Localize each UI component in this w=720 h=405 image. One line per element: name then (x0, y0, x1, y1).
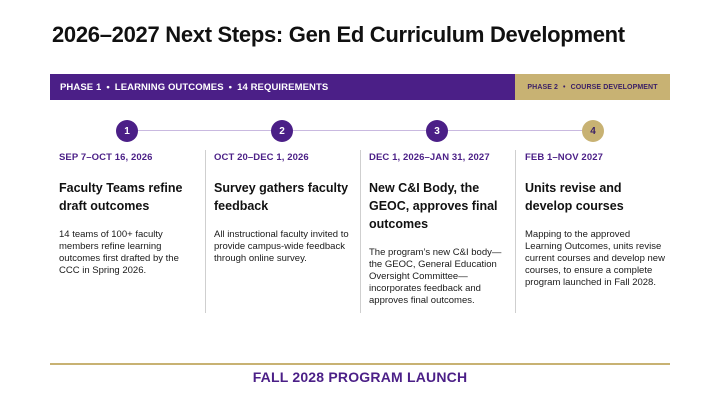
page-title: 2026–2027 Next Steps: Gen Ed Curriculum Development (52, 22, 625, 47)
step-4-marker: 4 (582, 120, 604, 142)
step-1-date: SEP 7–OCT 16, 2026 (59, 152, 153, 163)
step-2-column (214, 152, 356, 265)
step-2-heading: Survey gathers faculty feedback (214, 181, 349, 213)
step-4-date: FEB 1–NOV 2027 (525, 152, 603, 163)
phase-bar (50, 74, 670, 100)
column-divider (205, 150, 206, 313)
step-2-date: OCT 20–DEC 1, 2026 (214, 152, 309, 163)
phase1-separator: • (106, 81, 110, 93)
phase1-banner (50, 74, 515, 100)
column-divider (515, 150, 516, 313)
step-1-heading: Faculty Teams refine draft outcomes (59, 181, 183, 213)
phase1-label: PHASE 1 (60, 81, 102, 93)
phase2-course-development: COURSE DEVELOPMENT (570, 83, 658, 91)
program-launch-footer: FALL 2028 PROGRAM LAUNCH (252, 369, 468, 385)
phase2-banner (515, 74, 670, 100)
step-4-heading: Units revise and develop courses (525, 181, 624, 213)
step-3-column (369, 152, 511, 307)
footer-divider (50, 363, 670, 365)
step-1-marker: 1 (116, 120, 138, 142)
phase2-label: PHASE 2 (527, 83, 559, 91)
step-4-body: Mapping to the approved Learning Outcomes, units revise current courses and develop new courses, to ensure a complete program launched in Fall 2028. (525, 229, 665, 288)
step-2-marker: 2 (271, 120, 293, 142)
step-3-heading: New C&I Body, the GEOC, approves final outcomes (369, 181, 498, 231)
column-divider (360, 150, 361, 313)
step-3-date: DEC 1, 2026–JAN 31, 2027 (369, 152, 490, 163)
step-4-column (525, 152, 667, 289)
timeline-line (127, 130, 593, 131)
step-1-column (59, 152, 201, 277)
step-3-body: The program’s new C&I body—the GEOC, General Education Oversight Committee—incorporates feedback and approves final outcomes. (369, 247, 502, 306)
step-1-body: 14 teams of 100+ faculty members refine learning outcomes first drafted by the CCC in Spring 2026. (59, 229, 179, 276)
phase1-requirements: 14 REQUIREMENTS (237, 81, 329, 93)
phase2-separator: • (563, 83, 566, 91)
step-3-marker: 3 (426, 120, 448, 142)
phase1-separator: • (228, 81, 233, 93)
phase1-learning-outcomes: LEARNING OUTCOMES (114, 81, 224, 93)
step-2-body: All instructional faculty invited to provide campus-wide feedback through online survey. (214, 229, 349, 264)
